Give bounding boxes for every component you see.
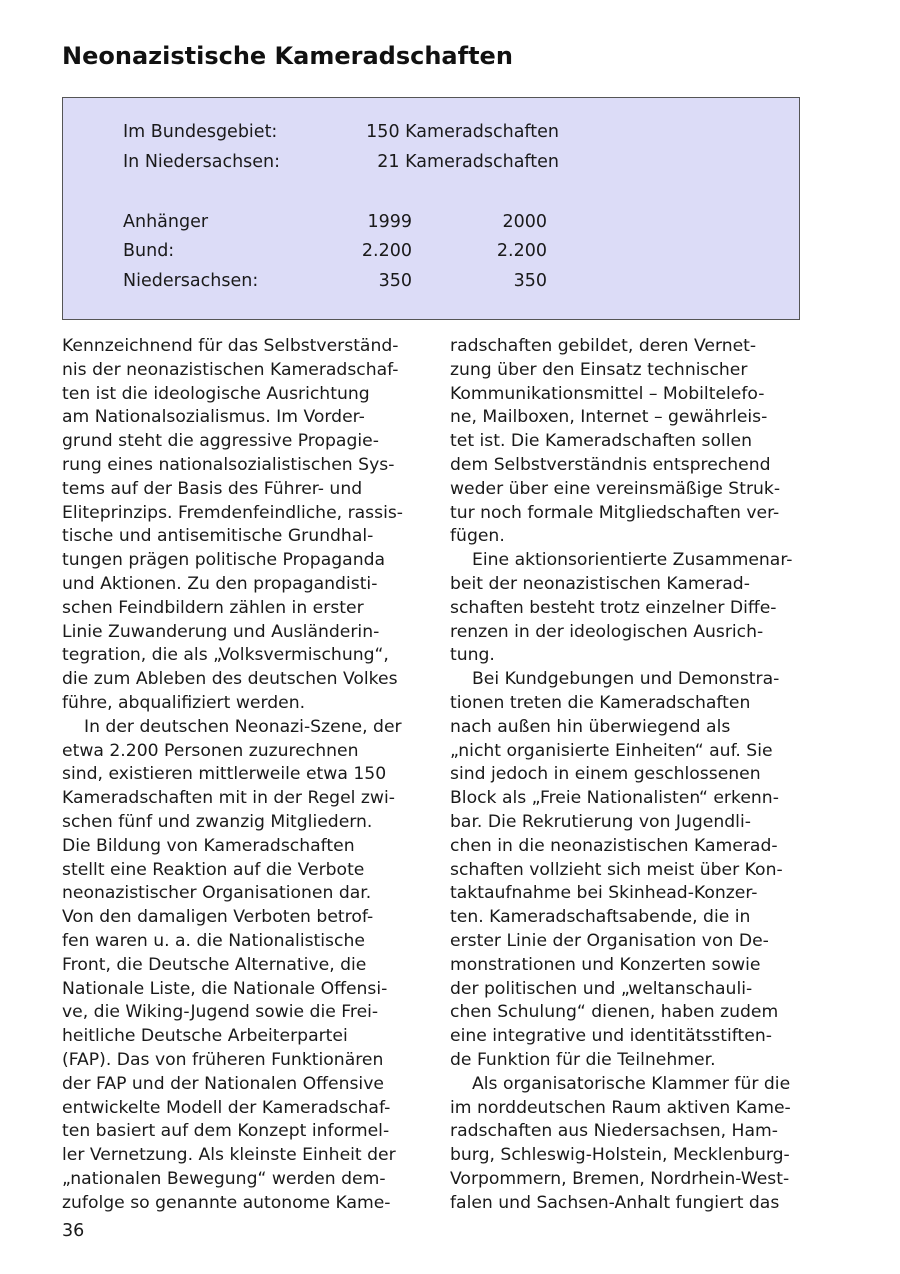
text-line: ten. Kameradschaftsabende, die in bbox=[450, 907, 751, 928]
bundesgebiet-label: Im Bundesgebiet: bbox=[123, 122, 278, 142]
text-line: radschaften gebildet, deren Vernet- bbox=[450, 336, 757, 356]
text-line: ler Vernetzung. Als kleinste Einheit der bbox=[62, 1145, 396, 1166]
niedersachsen-value: 21 Kameradschaften bbox=[377, 152, 559, 172]
text-line: tung. bbox=[450, 645, 495, 666]
text-line: ne, Mailboxen, Internet – gewährleis- bbox=[450, 407, 768, 428]
text-line: beit der neonazistischen Kamerad- bbox=[450, 573, 750, 594]
text-line: etwa 2.200 Personen zuzurechnen bbox=[62, 740, 359, 761]
year-1999: 1999 bbox=[367, 212, 412, 232]
text-line: tet ist. Die Kameradschaften sollen bbox=[450, 431, 753, 452]
text-line: renzen in der ideologischen Ausrich- bbox=[450, 621, 764, 642]
text-line: ten ist die ideologische Ausrichtung bbox=[62, 383, 370, 404]
text-line: ve, die Wiking-Jugend sowie die Frei- bbox=[62, 1002, 379, 1023]
text-line: ten basiert auf dem Konzept informel- bbox=[62, 1121, 390, 1142]
text-line: die zum Ableben des deutschen Volkes bbox=[62, 669, 398, 690]
text-line: und Aktionen. Zu den propagandisti- bbox=[62, 573, 378, 594]
text-line: weder über eine vereinsmäßige Struk- bbox=[450, 478, 781, 499]
text-line: In der deutschen Neonazi-Szene, der bbox=[84, 716, 402, 737]
row-niedersachsen-label: Niedersachsen: bbox=[123, 271, 259, 291]
text-line: fügen. bbox=[450, 526, 505, 547]
text-line: Eliteprinzips. Fremdenfeindliche, rassis- bbox=[62, 502, 404, 523]
row-niedersachsen-2000: 350 bbox=[513, 271, 547, 291]
row-bund-1999: 2.200 bbox=[361, 241, 412, 261]
niedersachsen-label: In Niedersachsen: bbox=[123, 152, 281, 172]
text-line: tur noch formale Mitgliedschaften ver- bbox=[450, 502, 780, 523]
text-line: sind jedoch in einem geschlossenen bbox=[450, 764, 761, 785]
text-line: dem Selbstverständnis entsprechend bbox=[450, 454, 771, 475]
text-line: tische und antisemitische Grundhal- bbox=[62, 526, 374, 547]
text-line: de Funktion für die Teilnehmer. bbox=[450, 1049, 716, 1070]
text-line: radschaften aus Niedersachsen, Ham- bbox=[450, 1121, 778, 1142]
text-line: Vorpommern, Bremen, Nordrhein-West- bbox=[450, 1168, 790, 1189]
text-line: Kennzeichnend für das Selbstverständ- bbox=[62, 336, 399, 356]
text-line: tems auf der Basis des Führer- und bbox=[62, 478, 363, 499]
text-line: tionen treten die Kameradschaften bbox=[450, 692, 751, 713]
text-line: bar. Die Rekrutierung von Jugendli- bbox=[450, 811, 751, 832]
anhaenger-header: Anhänger bbox=[123, 212, 209, 232]
text-line: schen Feindbildern zählen in erster bbox=[62, 597, 364, 618]
text-line: Die Bildung von Kameradschaften bbox=[62, 835, 355, 856]
text-line: im norddeutschen Raum aktiven Kame- bbox=[450, 1097, 791, 1118]
text-line: schen fünf und zwanzig Mitgliedern. bbox=[62, 811, 373, 832]
text-line: stellt eine Reaktion auf die Verbote bbox=[62, 859, 365, 880]
text-line: Kommunikationsmittel – Mobiltelefo- bbox=[450, 383, 765, 404]
right-text-column bbox=[450, 335, 802, 1215]
page-number: 36 bbox=[62, 1221, 85, 1241]
row-bund-label: Bund: bbox=[123, 241, 175, 261]
row-bund-2000: 2.200 bbox=[496, 241, 547, 261]
text-line: fen waren u. a. die Nationalistische bbox=[62, 930, 365, 951]
text-line: eine integrative und identitätsstiften- bbox=[450, 1026, 772, 1047]
text-line: Eine aktionsorientierte Zusammenar- bbox=[472, 550, 793, 571]
text-line: am Nationalsozialismus. Im Vorder- bbox=[62, 407, 365, 428]
text-line: Bei Kundgebungen und Demonstra- bbox=[472, 669, 780, 690]
left-text-column bbox=[62, 335, 414, 1215]
text-line: entwickelte Modell der Kameradschaf- bbox=[62, 1097, 391, 1118]
text-line: rung eines nationalsozialistischen Sys- bbox=[62, 454, 395, 475]
text-line: Als organisatorische Klammer für die bbox=[472, 1073, 791, 1094]
text-line: „nicht organisierte Einheiten“ auf. Sie bbox=[450, 740, 773, 761]
text-line: sind, existieren mittlerweile etwa 150 bbox=[62, 764, 387, 785]
text-line: tegration, die als „Volksvermischung“, bbox=[62, 645, 389, 666]
text-line: der politischen und „weltanschauli- bbox=[450, 978, 753, 999]
text-line: erster Linie der Organisation von De- bbox=[450, 930, 769, 951]
text-line: nach außen hin überwiegend als bbox=[450, 716, 731, 737]
text-line: schaften besteht trotz einzelner Diffe- bbox=[450, 597, 777, 618]
text-line: heitliche Deutsche Arbeiterpartei bbox=[62, 1026, 348, 1047]
text-line: Block als „Freie Nationalisten“ erkenn- bbox=[450, 788, 779, 809]
text-line: Front, die Deutsche Alternative, die bbox=[62, 954, 367, 975]
text-line: taktaufnahme bei Skinhead-Konzer- bbox=[450, 883, 758, 904]
row-niedersachsen-1999: 350 bbox=[378, 271, 412, 291]
text-line: nis der neonazistischen Kameradschaf- bbox=[62, 359, 399, 380]
text-line: grund steht die aggressive Propagie- bbox=[62, 431, 379, 452]
text-line: Von den damaligen Verboten betrof- bbox=[62, 907, 374, 928]
bundesgebiet-value: 150 Kameradschaften bbox=[366, 122, 559, 142]
text-line: neonazistischer Organisationen dar. bbox=[62, 883, 372, 904]
text-line: chen Schulung“ dienen, haben zudem bbox=[450, 1002, 779, 1023]
page-title: Neonazistische Kameradschaften bbox=[62, 42, 513, 70]
text-line: „nationalen Bewegung“ werden dem- bbox=[62, 1168, 386, 1189]
text-line: monstrationen und Konzerten sowie bbox=[450, 954, 761, 975]
text-line: burg, Schleswig-Holstein, Mecklenburg- bbox=[450, 1145, 790, 1166]
text-line: chen in die neonazistischen Kamerad- bbox=[450, 835, 778, 856]
text-line: führe, abqualifiziert werden. bbox=[62, 692, 306, 713]
text-line: (FAP). Das von früheren Funktionären bbox=[62, 1049, 384, 1070]
text-line: Nationale Liste, die Nationale Offensi- bbox=[62, 978, 388, 999]
text-line: Kameradschaften mit in der Regel zwi- bbox=[62, 788, 395, 809]
text-line: zung über den Einsatz technischer bbox=[450, 359, 748, 380]
text-line: der FAP und der Nationalen Offensive bbox=[62, 1073, 384, 1094]
stats-box bbox=[62, 97, 800, 320]
year-2000: 2000 bbox=[502, 212, 547, 232]
text-line: tungen prägen politische Propaganda bbox=[62, 550, 386, 571]
text-line: schaften vollzieht sich meist über Kon- bbox=[450, 859, 783, 880]
text-line: falen und Sachsen-Anhalt fungiert das bbox=[450, 1192, 780, 1213]
text-line: Linie Zuwanderung und Ausländerin- bbox=[62, 621, 380, 642]
text-line: zufolge so genannte autonome Kame- bbox=[62, 1192, 391, 1213]
